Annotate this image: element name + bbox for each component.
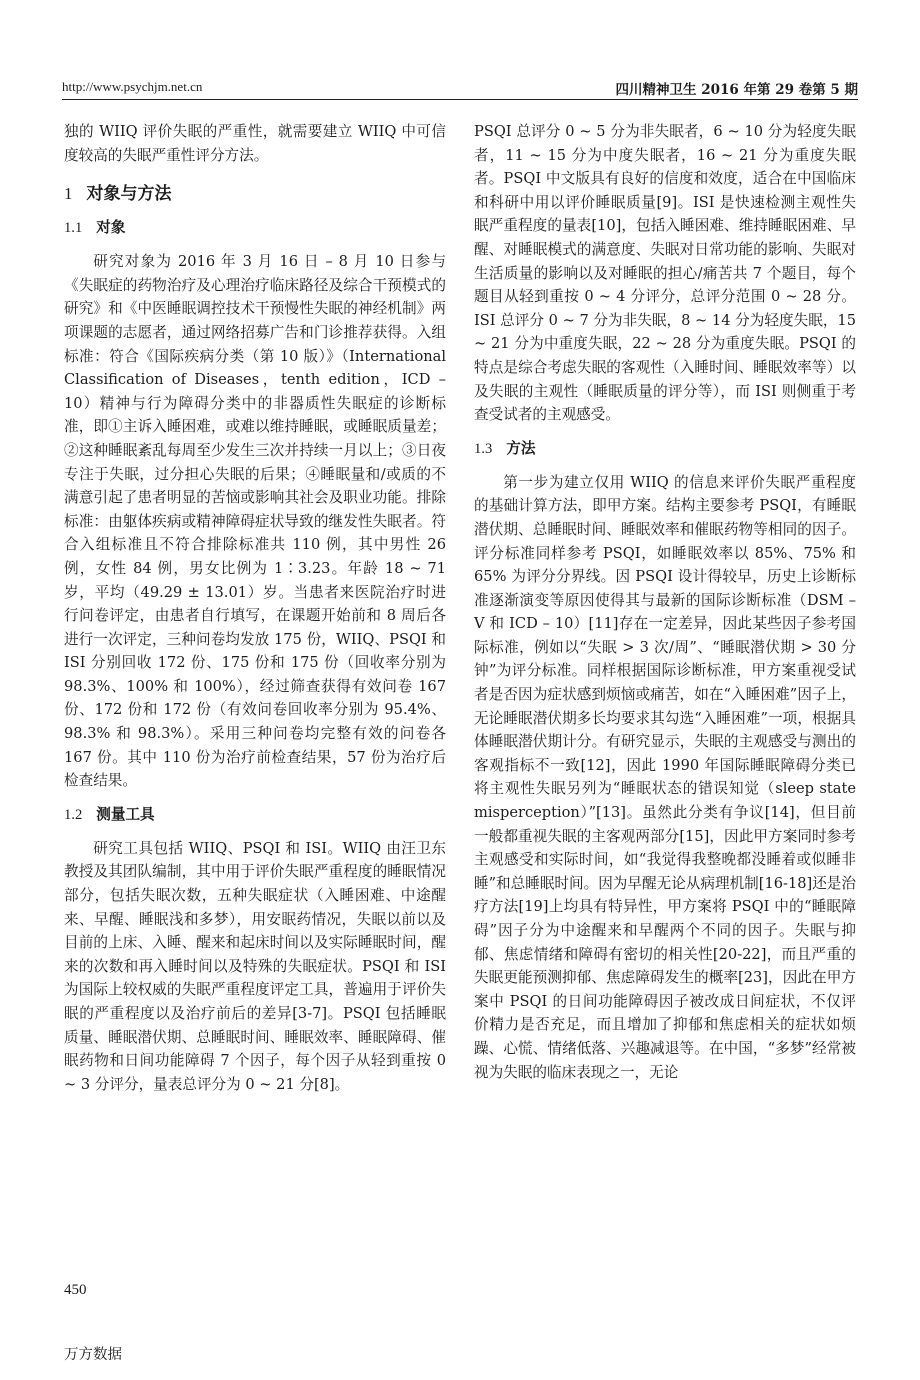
- subsection-title: 方法: [506, 439, 536, 457]
- subsection-heading-1-2: [64, 803, 446, 827]
- page-number: 450: [64, 1282, 87, 1298]
- right-column: [474, 120, 856, 1084]
- intro-paragraph: 独的 WIIQ 评价失眠的严重性，就需要建立 WIIQ 中可信度较高的失眠严重性评分方法。: [64, 123, 446, 164]
- journal-issue: 四川精神卫生 2016 年第 29 卷第 5 期: [615, 82, 858, 98]
- subjects-paragraph: 研究对象为 2016 年 3 月 16 日 – 8 月 10 日参与《失眠症的药物治疗及心理治疗临床路径及综合干预模式的研究》和《中医睡眠调控技术干预慢性失眠的神经机制》两项课题的志愿者，通过网络招募广告和门诊推荐获得。入组标准：符合《国际疾病分类（第 10 版）》（International Classification of Diseases，tenth edition，ICD – 10）精神与行为障碍分类中的非器质性失眠症的诊断标准，即①主诉入睡困难，或难以维持睡眠，或睡眠质量差；②这种睡眠紊乱每周至少发生三次并持续一月以上；③日夜专注于失眠，过分担心失眠的后果；④睡眠量和/或质的不满意引起了患者明显的苦恼或影响其社会及职业功能。排除标准：由躯体疾病或精神障碍症状导致的继发性失眠者。符合入组标准且不符合排除标准共 110 例，其中男性 26 例，女性 84 例，男女比例为 1∶3.23。年龄 18 ~ 71 岁，平均（49.29 ± 13.01）岁。当患者来医院治疗时进行问卷评定，由患者自行填写，在课题开始前和 8 周后各进行一次评定，三种问卷均发放 175 份，WIIQ、PSQI 和 ISI 分别回收 172 份、175 份和 175 份（回收率分别为 98.3%、100% 和 100%），经过筛查获得有效问卷 167 份、172 份和 172 份（有效问卷回收率分别为 95.4%、98.3% 和 98.3%）。采用三种问卷均完整有效的问卷各 167 份。其中 110 份为治疗前检查结果，57 份为治疗后检查结果。: [64, 253, 446, 790]
- methods-paragraph: 第一步为建立仅用 WIIQ 的信息来评价失眠严重程度的基础计算方法，即甲方案。结构主要参考 PSQI，有睡眠潜伏期、总睡眠时间、睡眠效率和催眠药物等相同的因子。评分标准同样参考 PSQI，如睡眠效率以 85%、75% 和 65% 为评分分界线。因 PSQI 设计得较早，历史上诊断标准逐渐演变等原因使得其与最新的国际诊断标准（DSM – V 和 ICD – 10）[11]存在一定差异，因此某些因子参考国际标准，例如以“失眠 > 3 次/周”、“睡眠潜伏期 > 30 分钟”为评分标准。同样根据国际诊断标准，甲方案重视受试者是否因为症状感到烦恼或痛苦，如在“入睡困难”因子上，无论睡眠潜伏期多长均要求其勾选“入睡困难”一项，根据具体睡眠潜伏期计分。有研究显示，失眠的主观感受与测出的客观指标不一致[12]，因此 1990 年国际睡眠障碍分类已将主观性失眠另列为“睡眠状态的错误知觉（sleep state misperception）”[13]。虽然此分类有争议[14]，但目前一般都重视失眠的主客观两部分[15]，因此甲方案同时参考主观感受和实际时间，如“我觉得我整晚都没睡着或似睡非睡”和总睡眠时间。因为早醒无论从病理机制[16-18]还是治疗方法[19]上均具有特异性，甲方案将 PSQI 中的“睡眠障碍”因子分为中途醒来和早醒两个不同的因子。失眠与抑郁、焦虑情绪和障碍有密切的相关性[20-22]，而且严重的失眠更能预测抑郁、焦虑障碍发生的概率[23]，因此在甲方案中 PSQI 的日间功能障碍因子被改成日间症状，不仅评价精力是否充足，而且增加了抑郁和焦虑相关的症状如烦躁、心慌、情绪低落、兴趣减退等。在中国，“多梦”经常被视为失眠的临床表现之一，无论: [474, 473, 856, 1081]
- instruments-paragraph-continued: PSQI 总评分 0 ~ 5 分为非失眠者，6 ~ 10 分为轻度失眠者，11 ~ 15 分为中度失眠者，16 ~ 21 分为重度失眠者。PSQI 中文版具有良好的信度和效度，适合在中国临床和科研中用以评价睡眠质量[9]。ISI 是快速检测主观性失眠严重程度的量表[10]，包括入睡困难、维持睡眠困难、早醒、对睡眠模式的满意度、失眠对日常功能的影响、失眠对生活质量的影响以及对睡眠的担心/痛苦共 7 个题目，每个题目从轻到重按 0 ~ 4 分评分，总评分范围 0 ~ 28 分。ISI 总评分 0 ~ 7 分为非失眠，8 ~ 14 分为轻度失眠，15 ~ 21 分为中重度失眠，22 ~ 28 分为重度失眠。PSQI 的特点是综合考虑失眠的客观性（入睡时间、睡眠效率等）以及失眠的主观性（睡眠质量的评分等），而 ISI 则侧重于考查受试者的主观感受。: [474, 123, 856, 424]
- journal-url[interactable]: http://www.psychjm.net.cn: [62, 79, 203, 94]
- subsection-heading-1-1: [64, 216, 446, 240]
- subsection-heading-1-3: [474, 437, 856, 461]
- section-title: 对象与方法: [86, 184, 172, 205]
- header-divider: [62, 99, 858, 100]
- subsection-number: 1.2: [64, 806, 83, 823]
- subsection-number: 1.1: [64, 220, 83, 237]
- instruments-paragraph: 研究工具包括 WIIQ、PSQI 和 ISI。WIIQ 由汪卫东教授及其团队编制，其中用于评价失眠严重程度的睡眠情况部分，包括失眠次数，五种失眠症状（入睡困难、中途醒来、早醒、睡眠浅和多梦），用安眠药情况，失眠以前以及目前的上床、入睡、醒来和起床时间以及实际睡眠时间，醒来的次数和再入睡时间以及特殊的失眠症状。PSQI 和 ISI 为国际上较权威的失眠严重程度评定工具，普遍用于评价失眠的严重程度以及治疗前后的差异[3-7]。PSQI 包括睡眠质量、睡眠潜伏期、总睡眠时间、睡眠效率、睡眠障碍、催眠药物和日间功能障碍 7 个因子，每个因子从轻到重按 0 ~ 3 分评分，量表总评分为 0 ~ 21 分[8]。: [64, 839, 446, 1093]
- left-column: [64, 120, 446, 1096]
- subsection-title: 测量工具: [96, 805, 155, 823]
- subsection-title: 对象: [96, 219, 126, 237]
- subsection-number: 1.3: [474, 440, 493, 457]
- section-heading-1: [64, 182, 446, 206]
- footer-watermark: 万方数据: [64, 1347, 122, 1363]
- section-number: 1: [64, 184, 73, 204]
